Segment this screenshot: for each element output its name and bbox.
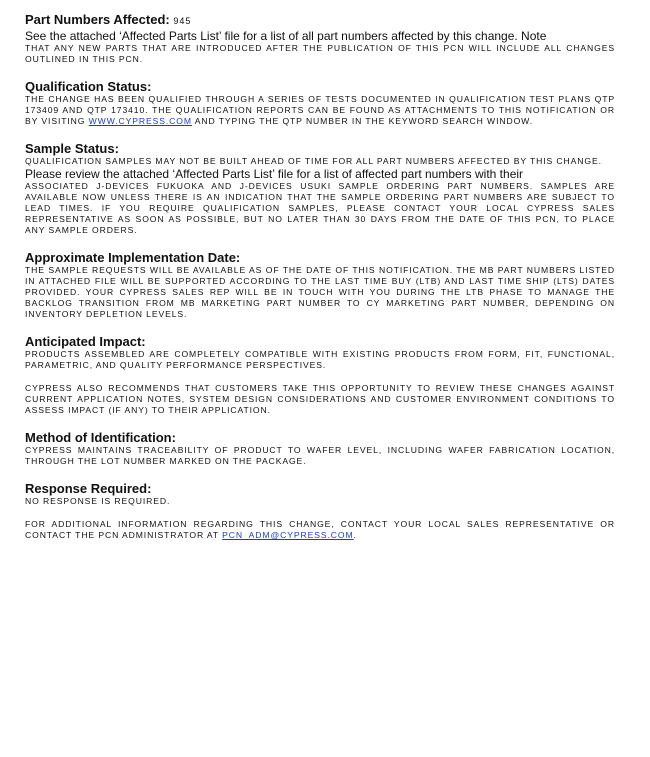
- part-numbers-heading-label: Part Numbers Affected:: [25, 12, 170, 27]
- impact-heading: Anticipated Impact:: [25, 334, 146, 349]
- sample-section: [25, 141, 615, 236]
- qualification-text: [25, 94, 615, 127]
- response-heading: Response Required:: [25, 481, 152, 496]
- part-numbers-count: 945: [173, 16, 192, 26]
- identification-section: [25, 430, 615, 467]
- pcn-admin-email-link[interactable]: PCN_ADM@CYPRESS.COM: [222, 530, 354, 540]
- part-numbers-section: [25, 12, 615, 65]
- sample-heading: Sample Status:: [25, 141, 119, 156]
- qualification-text-after: AND TYPING THE QTP NUMBER IN THE KEYWORD SEARCH WINDOW.: [194, 116, 533, 126]
- sample-line2: Please review the attached ‘Affected Parts List’ file for a list of affected part numbers with their: [25, 167, 524, 181]
- identification-heading: Method of Identification:: [25, 430, 176, 445]
- part-numbers-heading: [25, 12, 615, 29]
- contact-text-after: .: [353, 530, 357, 540]
- pcn-document: [25, 12, 615, 555]
- contact-text-before: FOR ADDITIONAL INFORMATION REGARDING THIS CHANGE, CONTACT YOUR LOCAL SALES REPRESENTATIVE OR CONTACT THE PCN ADMINISTRATOR AT: [25, 519, 615, 540]
- implementation-text: THE SAMPLE REQUESTS WILL BE AVAILABLE AS OF THE DATE OF THIS NOTIFICATION. THE MB PART NUMBERS LISTED IN ATTACHED FILE WILL BE SUPPORTED ACCORDING TO THE LAST TIME BUY (LTB) AND LAST TIME SHIP (LTS) DATES PROVIDED. YOUR CYPRESS SALES REP WILL BE IN TOUCH WITH YOU DURING THE LTB PHASE TO MANAGE THE BACKLOG TRANSITION FROM MB MARKETING PART NUMBER TO CY MARKETING PART NUMBER, DEPENDING ON INVENTORY DEPLETION LEVELS.: [25, 265, 615, 319]
- implementation-section: [25, 250, 615, 320]
- impact-text1: PRODUCTS ASSEMBLED ARE COMPLETELY COMPATIBLE WITH EXISTING PRODUCTS FROM FORM, FIT, FUNCTIONAL, PARAMETRIC, AND QUALITY PERFORMANCE PERSPECTIVES.: [25, 349, 615, 370]
- qualification-text-before: THE CHANGE HAS BEEN QUALIFIED THROUGH A SERIES OF TESTS DOCUMENTED IN QUALIFICATION TEST PLANS QTP 173409 AND QTP 173410. THE QUALIFICATION REPORTS CAN BE FOUND AS ATTACHMENTS TO THIS NOTIFICATION OR BY VISITING: [25, 94, 615, 126]
- identification-text: CYPRESS MAINTAINS TRACEABILITY OF PRODUCT TO WAFER LEVEL, INCLUDING WAFER FABRICATION LOCATION, THROUGH THE LOT NUMBER MARKED ON THE PACKAGE.: [25, 445, 615, 466]
- part-numbers-line1: See the attached ‘Affected Parts List’ file for a list of all part numbers affected by this change. Note: [25, 29, 547, 43]
- impact-text2: CYPRESS ALSO RECOMMENDS THAT CUSTOMERS TAKE THIS OPPORTUNITY TO REVIEW THESE CHANGES AGAINST CURRENT APPLICATION NOTES, SYSTEM DESIGN CONSIDERATIONS AND CUSTOMER ENVIRONMENT CONDITIONS TO ASSESS IMPACT (IF ANY) TO THEIR APPLICATION.: [25, 383, 615, 415]
- implementation-heading: Approximate Implementation Date:: [25, 250, 241, 265]
- response-section: [25, 481, 615, 541]
- sample-line3: ASSOCIATED J-DEVICES FUKUOKA AND J-DEVICES USUKI SAMPLE ORDERING PART NUMBERS. SAMPLES ARE AVAILABLE NOW UNLESS THERE IS AN INDICATION THAT THE SAMPLE ORDERING PART NUMBERS ARE SUBJECT TO LEAD TIMES. IF YOU REQUIRE QUALIFICATION SAMPLES, PLEASE CONTACT YOUR LOCAL CYPRESS SALES REPRESENTATIVE AS SOON AS POSSIBLE, BUT NO LATER THAN 30 DAYS FROM THE DATE OF THIS PCN, TO PLACE ANY SAMPLE ORDERS.: [25, 181, 615, 235]
- cypress-website-link[interactable]: WWW.CYPRESS.COM: [88, 116, 192, 126]
- sample-line1: QUALIFICATION SAMPLES MAY NOT BE BUILT AHEAD OF TIME FOR ALL PART NUMBERS AFFECTED BY THIS CHANGE.: [25, 156, 602, 166]
- response-text: NO RESPONSE IS REQUIRED.: [25, 496, 171, 506]
- contact-text: [25, 519, 615, 541]
- qualification-heading: Qualification Status:: [25, 79, 152, 94]
- part-numbers-line2: THAT ANY NEW PARTS THAT ARE INTRODUCED AFTER THE PUBLICATION OF THIS PCN WILL INCLUDE ALL CHANGES OUTLINED IN THIS PCN.: [25, 43, 615, 64]
- qualification-section: [25, 79, 615, 127]
- impact-section: [25, 334, 615, 416]
